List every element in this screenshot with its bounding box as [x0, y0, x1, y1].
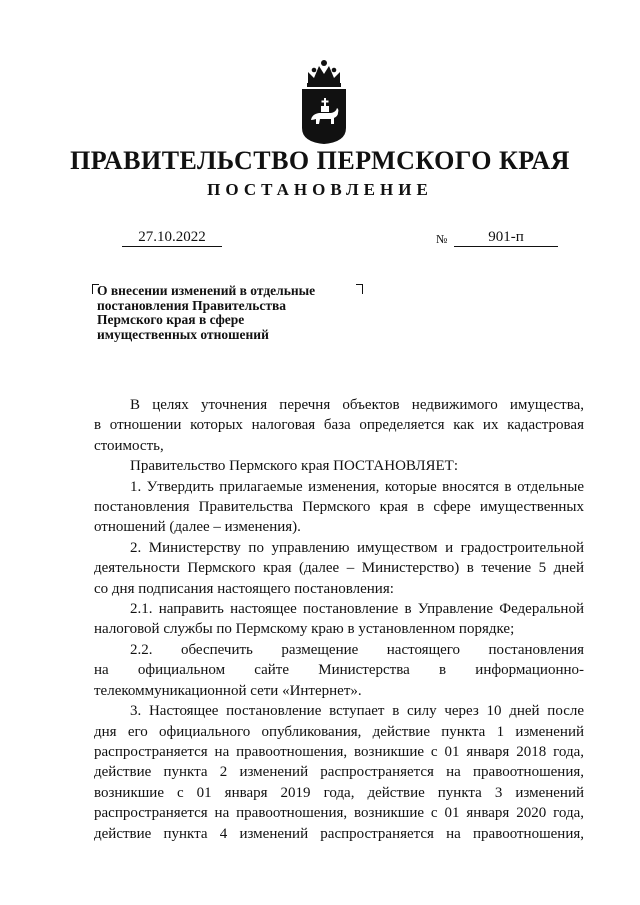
- body-line: дня его официального опубликования, действие пункта 1 изменений: [94, 723, 584, 740]
- subject-line: О внесении изменений в отдельные: [97, 283, 316, 298]
- body-line: В целях уточнения перечня объектов недвижимого имущества,: [130, 397, 584, 413]
- subject-line: Пермского края в сфере: [97, 312, 245, 327]
- body-line: 1. Утвердить прилагаемые изменения, которые вносятся в отдельные: [130, 478, 584, 495]
- subject-corner-right: [356, 284, 363, 294]
- body-line: распространяется на правоотношения, возникшие с 01 января 2018 года,: [94, 743, 584, 760]
- body-line: налоговой службы по Пермскому краю в установленном порядке;: [94, 621, 515, 638]
- body-line: 3. Настоящее постановление вступает в силу через 10 дней после: [130, 703, 584, 720]
- body-line: 2.2. обеспечить размещение настоящего постановления: [130, 641, 584, 658]
- body-line: телекоммуникационной сети «Интернет».: [94, 682, 362, 699]
- body-line: Правительство Пермского края ПОСТАНОВЛЯЕТ:: [130, 458, 459, 475]
- number-label: №: [436, 232, 448, 246]
- body-line: 2.1. направить настоящее постановление в Управление Федеральной: [130, 601, 584, 618]
- body-line: в отношении которых налоговая база определяется как их кадастровая: [94, 417, 584, 434]
- body-line: распространяется на правоотношения, возникшие с 01 января 2020 года,: [94, 805, 584, 822]
- document-date: 27.10.2022: [122, 228, 222, 247]
- body-line: стоимость,: [94, 437, 164, 454]
- subject-heading: [97, 284, 357, 342]
- body-line: со дня подписания настоящего постановления:: [94, 580, 394, 597]
- body-line: действие пункта 2 изменений распространяется на правоотношения,: [94, 764, 584, 781]
- document-number: 901-п: [454, 228, 558, 247]
- subject-line: имущественных отношений: [97, 326, 269, 342]
- body-line: возникшие с 01 января 2019 года, действие пункта 3 изменений: [94, 784, 584, 801]
- document-body: [94, 395, 584, 844]
- body-line: постановления Правительства Пермского края в сфере имущественных: [94, 499, 584, 516]
- document-type: ПОСТАНОВЛЕНИЕ: [207, 180, 433, 199]
- body-line: отношений (далее – изменения).: [94, 519, 301, 536]
- body-line: действие пункта 4 изменений распространяется на правоотношения,: [94, 825, 584, 842]
- coat-of-arms-icon: [298, 58, 350, 144]
- body-line: 2. Министерству по управлению имуществом и градостроительной: [130, 539, 584, 556]
- organization-title: ПРАВИТЕЛЬСТВО ПЕРМСКОГО КРАЯ: [70, 146, 570, 175]
- subject-line: постановления Правительства: [97, 297, 286, 313]
- body-line: на официальном сайте Министерства в информационно-: [94, 662, 584, 679]
- body-line: деятельности Пермского края (далее – Министерство) в течение 5 дней: [94, 560, 584, 577]
